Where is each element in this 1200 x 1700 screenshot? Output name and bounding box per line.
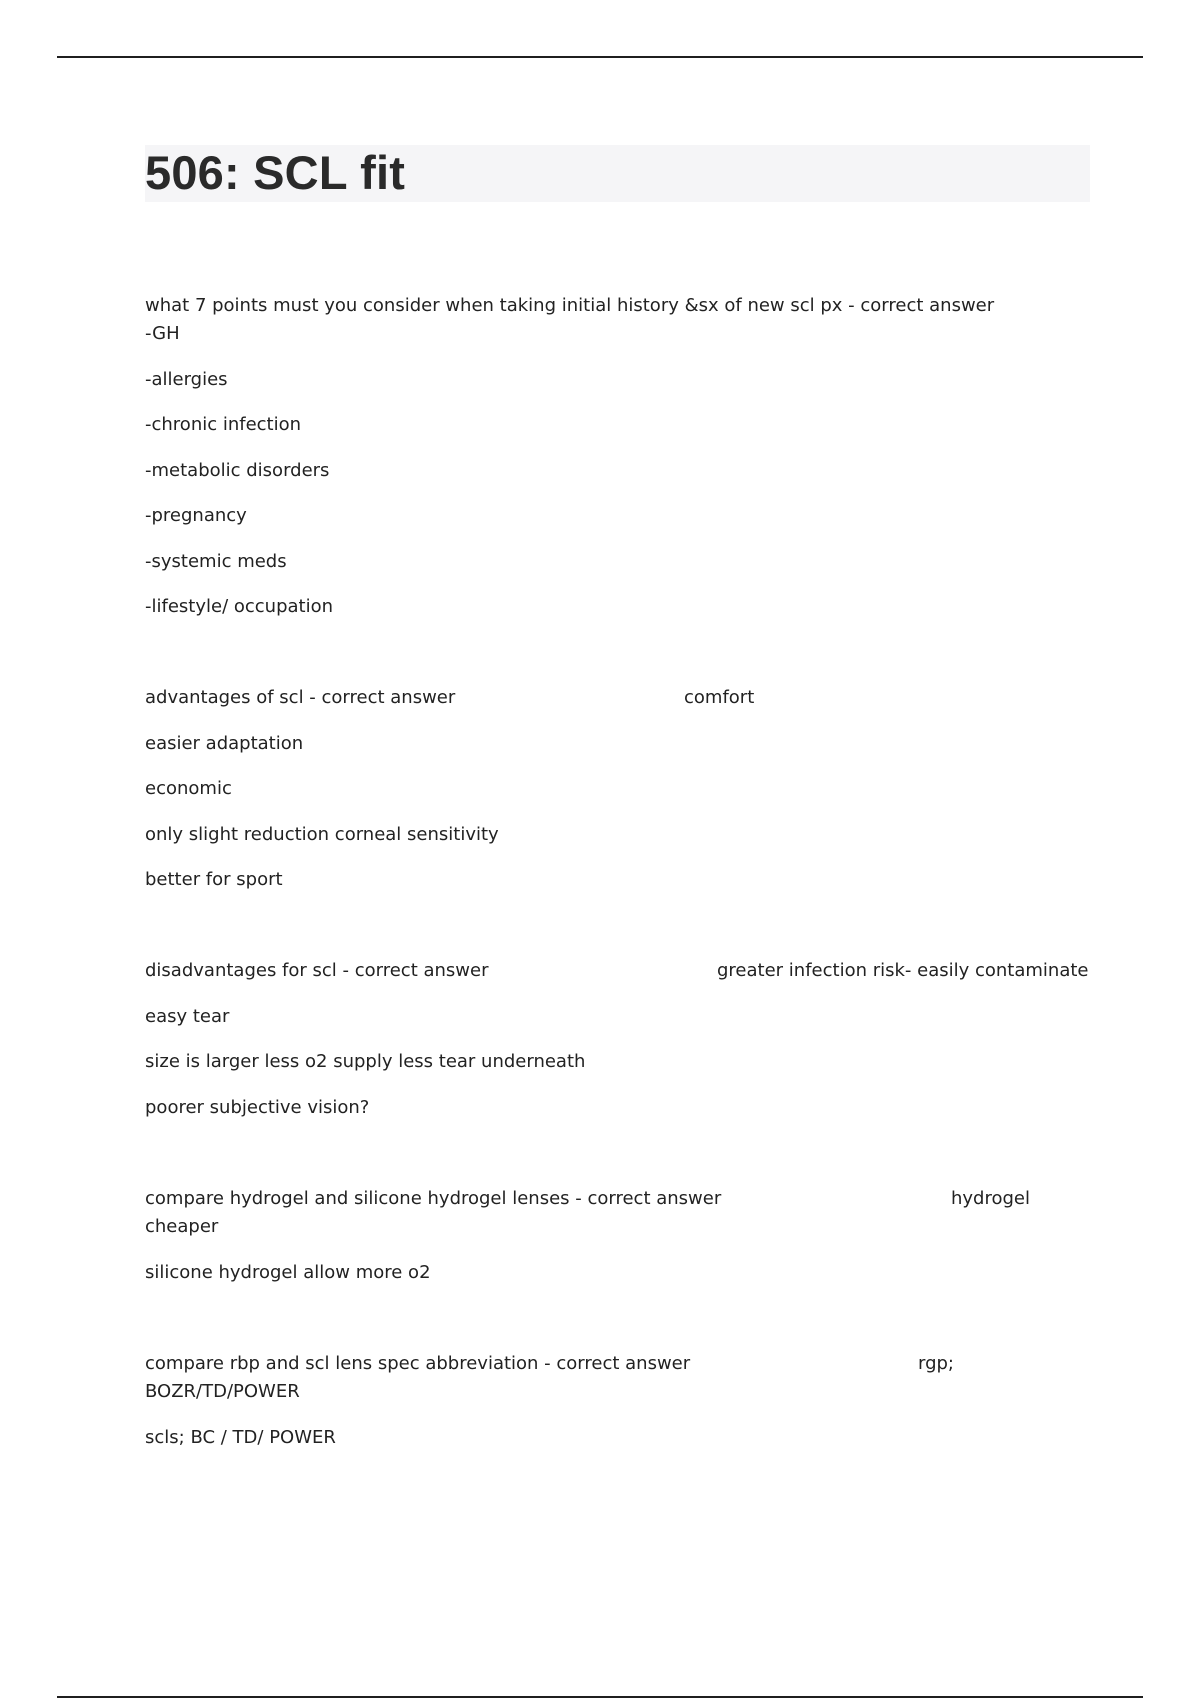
card-answer-line: scls; BC / TD/ POWER bbox=[145, 1427, 336, 1448]
card-question: what 7 points must you consider when taking initial history &sx of new scl px - correct answer bbox=[145, 295, 995, 316]
card-answer-line: -chronic infection bbox=[145, 414, 302, 435]
card-answer-line: silicone hydrogel allow more o2 bbox=[145, 1262, 431, 1283]
card-question: disadvantages for scl - correct answer bbox=[145, 960, 489, 981]
card-answer-inline: hydrogel bbox=[951, 1188, 1031, 1209]
header-rule bbox=[57, 56, 1143, 58]
card-answer-line: easier adaptation bbox=[145, 733, 304, 754]
card-answer-line: -lifestyle/ occupation bbox=[145, 596, 334, 617]
card-answer-line: BOZR/TD/POWER bbox=[145, 1381, 300, 1402]
card-answer-line: -pregnancy bbox=[145, 505, 247, 526]
card-answer-line: -metabolic disorders bbox=[145, 460, 330, 481]
footer-rule bbox=[57, 1696, 1143, 1698]
card-question: advantages of scl - correct answer bbox=[145, 687, 456, 708]
card-answer-line: poorer subjective vision? bbox=[145, 1097, 370, 1118]
card-question: compare hydrogel and silicone hydrogel lenses - correct answer bbox=[145, 1188, 722, 1209]
card-answer-line: cheaper bbox=[145, 1216, 219, 1237]
card-question: compare rbp and scl lens spec abbreviation - correct answer bbox=[145, 1353, 691, 1374]
card-answer-inline: rgp; bbox=[918, 1353, 954, 1374]
card-answer-inline: greater infection risk- easily contaminate bbox=[717, 960, 1089, 981]
card-answer-line: only slight reduction corneal sensitivity bbox=[145, 824, 499, 845]
card-answer-line: -GH bbox=[145, 323, 180, 344]
card-answer-line: size is larger less o2 supply less tear underneath bbox=[145, 1051, 586, 1072]
card-answer-line: better for sport bbox=[145, 869, 283, 890]
card-answer-line: easy tear bbox=[145, 1006, 230, 1027]
page-title: 506: SCL fit bbox=[145, 146, 406, 199]
card-answer-line: -allergies bbox=[145, 369, 228, 390]
card-answer-line: economic bbox=[145, 778, 232, 799]
card-answer-line: -systemic meds bbox=[145, 551, 287, 572]
card-answer-inline: comfort bbox=[684, 687, 755, 708]
